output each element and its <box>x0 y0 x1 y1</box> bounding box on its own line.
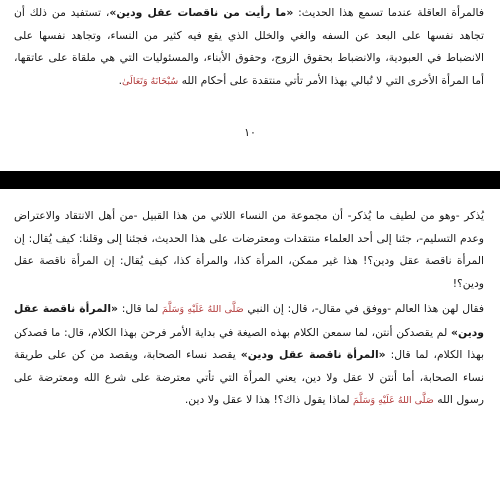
text-run: يُذكر -وهو من لطيف ما يُذكر- أن مجموعة من النساء اللاتي من هذا القبيل -من أهل الانتقاد والاعتراض وعدم التسليم-، جئنا إلى أحد العلماء منتقدات ومعترضات على هذا الحديث، فجئنا إلى وقلنا: كيف يُقال: إن المرأة ناقصة عقل ودين؟! هذا غير ممكن، المرأة كذا، والمرأة كذا، كيف يُقال: إن المرأة ناقصة عقل ودين؟! <box>14 209 484 290</box>
bottom-text-block <box>14 205 484 413</box>
bottom-paragraph <box>14 205 484 295</box>
bottom-page <box>0 205 500 481</box>
text-run: فالمرأة العاقلة عندما تسمع هذا الحديث: <box>293 6 484 19</box>
quoted-hadith: «المرأة ناقصة عقل ودين» <box>240 348 386 361</box>
top-page <box>0 0 500 148</box>
text-run: يقصد نساء الصحابة، ويقصد من كن على طريقة نساء الصحابة، أما أنتن لا عقل ولا دين، يعني المرأة التي تأتي معترضة على شرع الله ومعترضة على رسول الله <box>14 348 484 406</box>
quoted-hadith: «ما رأيت من ناقصات عقل ودين» <box>109 6 294 19</box>
bottom-paragraph <box>14 298 484 413</box>
quoted-hadith: «المرأة ناقصة عقل ودين» <box>14 302 484 339</box>
top-paragraph <box>14 2 484 93</box>
honorific-phrase: صَلَّى اللهُ عَلَيْهِ وَسَلَّمَ <box>353 395 434 406</box>
text-run: لما قال: <box>118 302 163 315</box>
text-run: لم يقصدكن أنتن، لما سمعن الكلام بهذه الصيغة في بداية الأمر فرحن بهذا الكلام، قال: ما قصدكن بهذا الكلام، لما قال: <box>14 325 484 361</box>
honorific-phrase: صَلَّى اللهُ عَلَيْهِ وَسَلَّمَ <box>162 304 244 315</box>
honorific-phrase: سُبْحَانَهُ وَتَعَالَىٰ <box>122 75 179 87</box>
page-number: ١٠ <box>244 126 256 139</box>
page-divider-bar <box>0 171 500 189</box>
text-run: لماذا يقول ذاك؟! هذا لا عقل ولا دين. <box>184 393 354 406</box>
text-run: . <box>118 73 123 87</box>
text-run: ، تستفيد من ذلك أن تجاهد نفسها على البعد عن السفه والغي والخلل الذي يقع فيه كثير من النساء، وتجاهد نفسها على الانضباط في العبودية، والانضباط بحقوق الزوج، وحقوق الأبناء، والمسئوليات التي هي ملقاة على عاتقها، أما المرأة الأخرى التي لا تُبالي بهذا الأمر تأتي منتقدة على أحكام الله <box>14 6 484 87</box>
text-run: فقال لهن هذا العالم -ووفق في مقال-، قال: إن النبي <box>243 302 484 315</box>
